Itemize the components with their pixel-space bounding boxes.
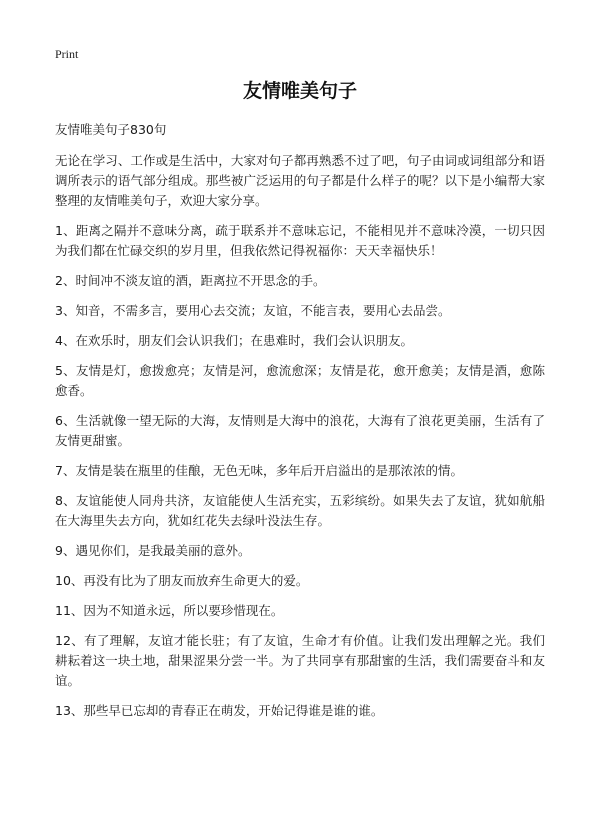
sentence-item: 9、遇见你们，是我最美丽的意外。 [55,543,251,558]
sentence-item: 3、知音，不需多言，要用心去交流；友谊，不能言表，要用心去品尝。 [55,303,451,318]
sentence-item: 13、那些早已忘却的青春正在萌发，开始记得谁是谁的谁。 [55,703,384,718]
sentence-item: 11、因为不知道永远，所以要珍惜现在。 [55,603,284,618]
document-title: 友情唯美句子 [242,80,357,102]
sentence-item: 8、友谊能使人同舟共济，友谊能使人生活充实，五彩缤纷。如果失去了友谊，犹如航船在大海里失去方向，犹如红花失去绿叶没法生存。 [55,493,545,528]
sentence-item: 5、友情是灯，愈拨愈亮；友情是河，愈流愈深；友情是花，愈开愈美；友情是酒，愈陈愈香。 [55,363,545,398]
document-body [55,120,545,731]
sentence-item: 6、生活就像一望无际的大海，友情则是大海中的浪花，大海有了浪花更美丽，生活有了友情更甜蜜。 [55,413,545,448]
sentence-item: 7、友情是装在瓶里的佳酿，无色无味，多年后开启溢出的是那浓浓的情。 [55,463,463,478]
sentence-item: 12、有了理解，友谊才能长驻；有了友谊，生命才有价值。让我们发出理解之光。我们耕耘着这一块土地，甜果涩果分尝一半。为了共同享有那甜蜜的生活，我们需要奋斗和友谊。 [55,633,545,688]
print-link[interactable]: Print [55,47,79,61]
intro-paragraph: 无论在学习、工作或是生活中，大家对句子都再熟悉不过了吧，句子由词或词组部分和语调所表示的语气部分组成。那些被广泛运用的句子都是什么样子的呢？以下是小编帮大家整理的友情唯美句子，欢迎大家分享。 [55,153,545,208]
sentence-item: 2、时间冲不淡友谊的酒，距离拉不开思念的手。 [55,273,326,288]
document-subtitle: 友情唯美句子830句 [55,122,167,137]
sentence-item: 10、再没有比为了朋友而放弃生命更大的爱。 [55,573,309,588]
sentence-item: 1、距离之隔并不意味分离，疏于联系并不意味忘记，不能相见并不意味冷漠，一切只因为我们都在忙碌交织的岁月里，但我依然记得祝福你：天天幸福快乐！ [55,223,545,258]
sentence-item: 4、在欢乐时，朋友们会认识我们；在患难时，我们会认识朋友。 [55,333,413,348]
